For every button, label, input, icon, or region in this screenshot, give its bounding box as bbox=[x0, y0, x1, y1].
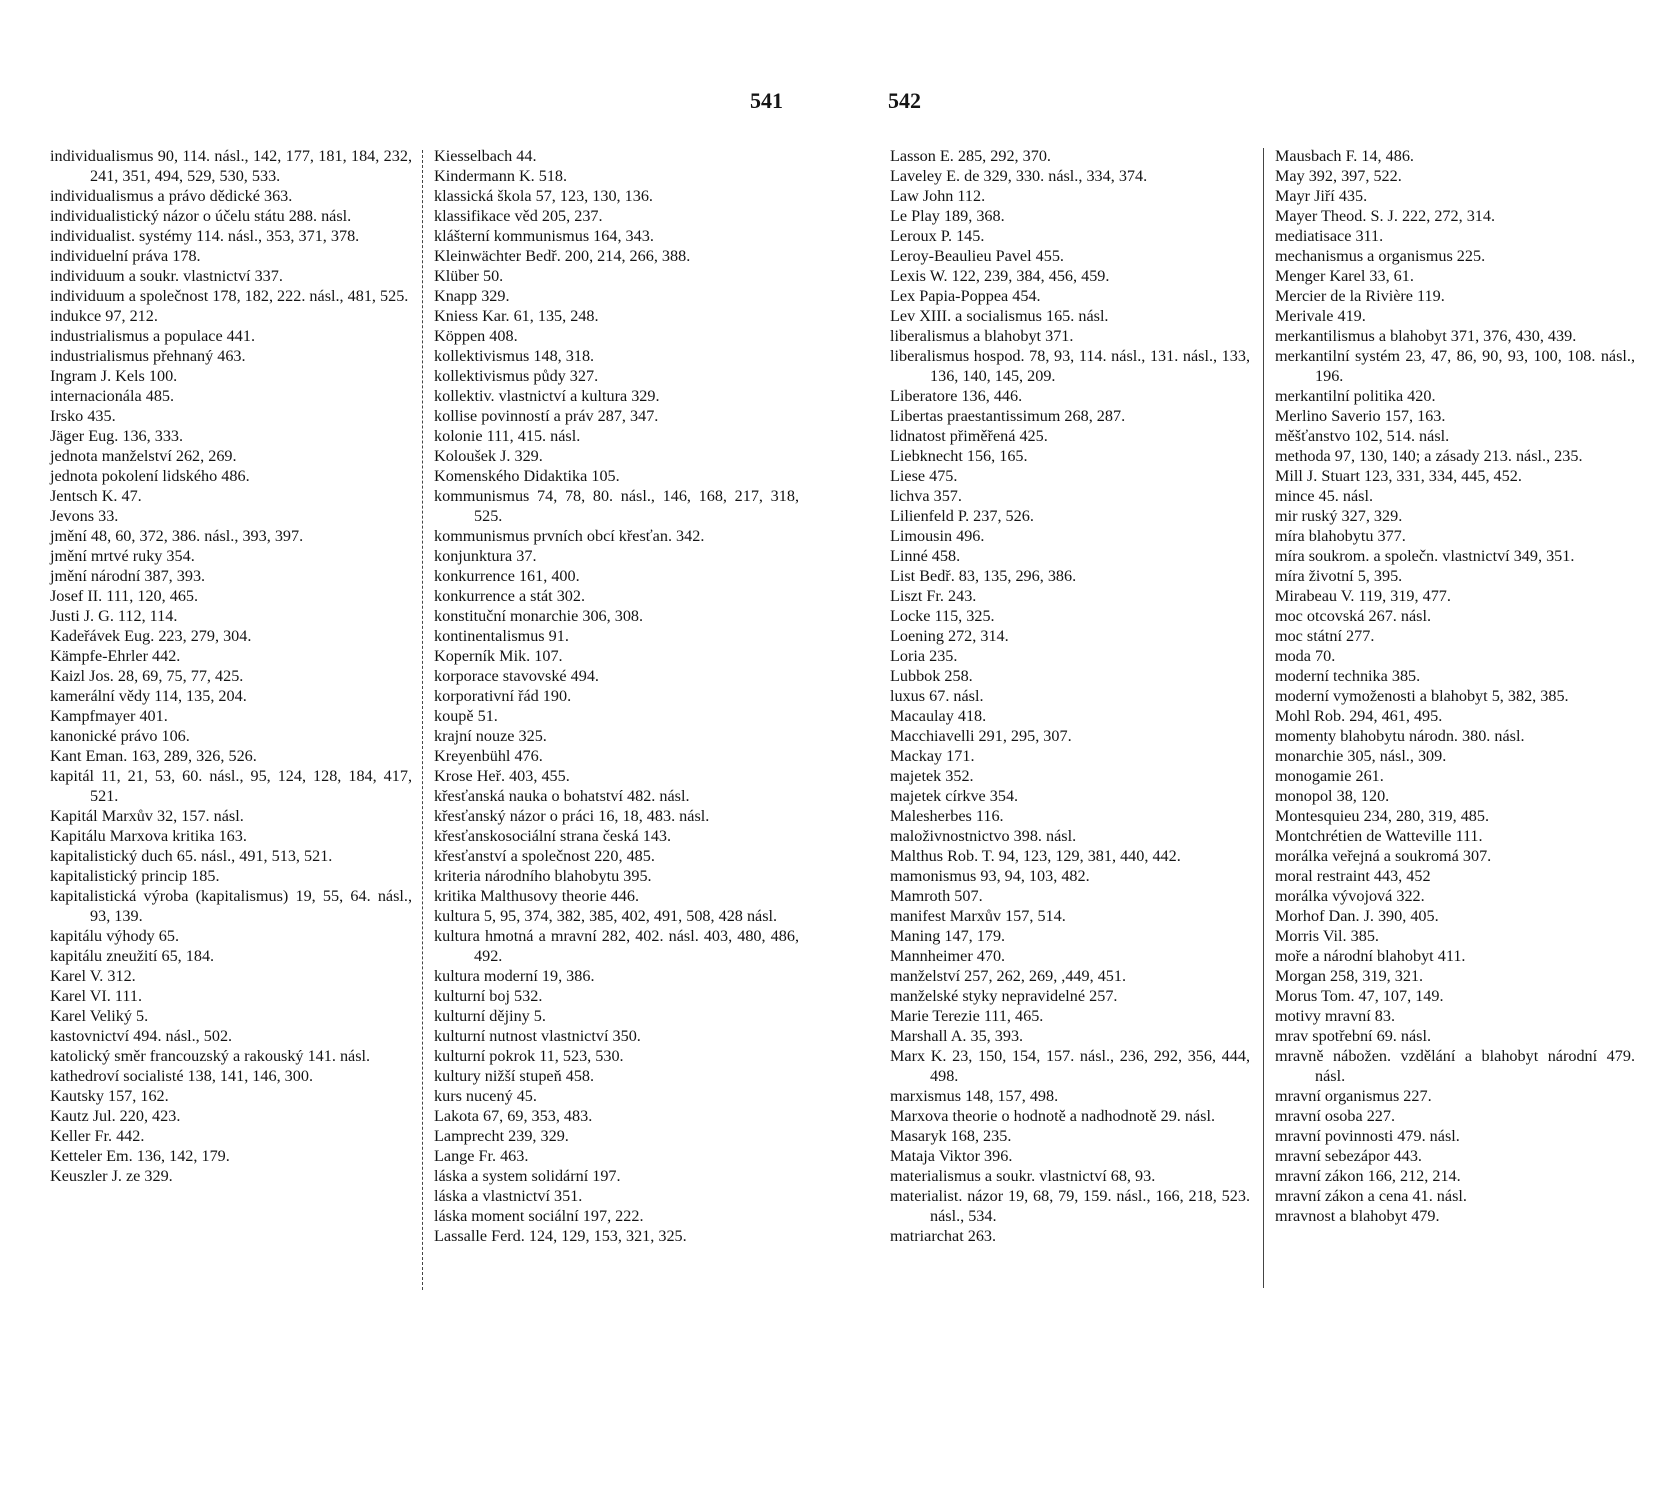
index-entry: moda 70. bbox=[1275, 647, 1336, 665]
index-entry: lidnatost přiměřená 425. bbox=[890, 427, 1048, 445]
index-column-2 bbox=[434, 146, 799, 1246]
index-entry: Mannheimer 470. bbox=[890, 947, 1006, 965]
index-entry: Mayr Jiří 435. bbox=[1275, 187, 1368, 205]
index-entry: koupě 51. bbox=[434, 707, 498, 725]
index-entry: Karel VI. 111. bbox=[50, 987, 143, 1005]
index-entry: Kautsky 157, 162. bbox=[50, 1087, 169, 1105]
column-rule-right bbox=[1263, 148, 1264, 1288]
index-entry: monogamie 261. bbox=[1275, 767, 1384, 785]
index-entry: Kaizl Jos. 28, 69, 75, 77, 425. bbox=[50, 667, 244, 685]
index-entry: May 392, 397, 522. bbox=[1275, 167, 1402, 185]
index-entry: klassifikace věd 205, 237. bbox=[434, 207, 603, 225]
index-entry: kulturní dějiny 5. bbox=[434, 1007, 546, 1025]
index-entry: Leroux P. 145. bbox=[890, 227, 985, 245]
index-entry: kollektivismus půdy 327. bbox=[434, 367, 599, 385]
index-entry: Koloušek J. 329. bbox=[434, 447, 543, 465]
index-entry: Marxova theorie o hodnotě a nadhodnotě 29. násl. bbox=[890, 1107, 1216, 1125]
index-entry: jmění národní 387, 393. bbox=[50, 567, 206, 585]
index-entry: mravní organismus 227. bbox=[1275, 1087, 1432, 1105]
index-entry: Leroy-Beaulieu Pavel 455. bbox=[890, 247, 1064, 265]
index-entry: Law John 112. bbox=[890, 187, 986, 205]
index-entry: Karel V. 312. bbox=[50, 967, 136, 985]
index-entry: Mataja Viktor 396. bbox=[890, 1147, 1013, 1165]
index-entry: Mackay 171. bbox=[890, 747, 975, 765]
index-entry: individuelní práva 178. bbox=[50, 247, 201, 265]
index-entry: moral restraint 443, 452 bbox=[1275, 867, 1431, 885]
index-entry: industrialismus a populace 441. bbox=[50, 327, 256, 345]
index-entry: Marx K. 23, 150, 154, 157. násl., 236, 292, 356, 444, 498. bbox=[890, 1047, 1250, 1085]
index-entry: kollektiv. vlastnictví a kultura 329. bbox=[434, 387, 660, 405]
index-entry: mravnost a blahobyt 479. bbox=[1275, 1207, 1440, 1225]
index-entry: moderní technika 385. bbox=[1275, 667, 1421, 685]
index-entry: jednota manželství 262, 269. bbox=[50, 447, 237, 465]
index-entry: Laveley E. de 329, 330. násl., 334, 374. bbox=[890, 167, 1148, 185]
index-entry: mravní zákon a cena 41. násl. bbox=[1275, 1187, 1467, 1205]
index-entry: Macchiavelli 291, 295, 307. bbox=[890, 727, 1072, 745]
index-entry: Morris Vil. 385. bbox=[1275, 927, 1379, 945]
index-entry: Ketteler Em. 136, 142, 179. bbox=[50, 1147, 230, 1165]
index-entry: Montchrétien de Watteville 111. bbox=[1275, 827, 1483, 845]
index-entry: manželské styky nepravidelné 257. bbox=[890, 987, 1118, 1005]
index-entry: Komenského Didaktika 105. bbox=[434, 467, 620, 485]
index-entry: liberalismus hospod. 78, 93, 114. násl., 131. násl., 133, 136, 140, 145, 209. bbox=[890, 347, 1250, 385]
index-entry: Malthus Rob. T. 94, 123, 129, 381, 440, 442. bbox=[890, 847, 1181, 865]
index-entry: kapitálu výhody 65. bbox=[50, 927, 180, 945]
index-entry: Lilienfeld P. 237, 526. bbox=[890, 507, 1034, 525]
index-entry: Loening 272, 314. bbox=[890, 627, 1009, 645]
index-entry: merkantilní politika 420. bbox=[1275, 387, 1436, 405]
index-entry: Kautz Jul. 220, 423. bbox=[50, 1107, 181, 1125]
index-entry: Jäger Eug. 136, 333. bbox=[50, 427, 184, 445]
column-rule-left bbox=[422, 150, 423, 1290]
index-entry: Justi J. G. 112, 114. bbox=[50, 607, 178, 625]
page-number-right: 542 bbox=[888, 88, 921, 113]
index-entry: kulturní pokrok 11, 523, 530. bbox=[434, 1047, 624, 1065]
index-entry: liberalismus a blahobyt 371. bbox=[890, 327, 1074, 345]
index-entry: morálka veřejná a soukromá 307. bbox=[1275, 847, 1492, 865]
index-entry: Irsko 435. bbox=[50, 407, 116, 425]
index-entry: kastovnictví 494. násl., 502. bbox=[50, 1027, 233, 1045]
index-entry: Kämpfe-Ehrler 442. bbox=[50, 647, 181, 665]
index-entry: Marie Terezie 111, 465. bbox=[890, 1007, 1044, 1025]
index-entry: Kindermann K. 518. bbox=[434, 167, 568, 185]
index-entry: Lakota 67, 69, 353, 483. bbox=[434, 1107, 593, 1125]
index-entry: Maning 147, 179. bbox=[890, 927, 1006, 945]
index-entry: kurs nucený 45. bbox=[434, 1087, 537, 1105]
index-entry: kapitálu zneužití 65, 184. bbox=[50, 947, 215, 965]
page-number-left: 541 bbox=[750, 88, 783, 113]
index-entry: individualismus 90, 114. násl., 142, 177, 181, 184, 232, 241, 351, 494, 529, 530, 533. bbox=[50, 147, 412, 185]
index-entry: mravní zákon 166, 212, 214. bbox=[1275, 1167, 1461, 1185]
index-entry: individualismus a právo dědické 363. bbox=[50, 187, 293, 205]
index-entry: Limousin 496. bbox=[890, 527, 985, 545]
index-entry: Liszt Fr. 243. bbox=[890, 587, 977, 605]
index-entry: individuum a soukr. vlastnictví 337. bbox=[50, 267, 283, 285]
index-entry: míra životní 5, 395. bbox=[1275, 567, 1403, 585]
index-entry: kapitalistický princip 185. bbox=[50, 867, 220, 885]
index-entry: Köppen 408. bbox=[434, 327, 518, 345]
index-column-1 bbox=[50, 146, 412, 1186]
index-entry: motivy mravní 83. bbox=[1275, 1007, 1396, 1025]
index-entry: mince 45. násl. bbox=[1275, 487, 1374, 505]
index-entry: mravní povinnosti 479. násl. bbox=[1275, 1127, 1460, 1145]
index-entry: manželství 257, 262, 269, ,449, 451. bbox=[890, 967, 1127, 985]
index-entry: Kapitálu Marxova kritika 163. bbox=[50, 827, 247, 845]
index-entry: kultura moderní 19, 386. bbox=[434, 967, 595, 985]
index-entry: Lange Fr. 463. bbox=[434, 1147, 529, 1165]
index-entry: korporativní řád 190. bbox=[434, 687, 572, 705]
index-entry: křesťanská nauka o bohatství 482. násl. bbox=[434, 787, 690, 805]
index-entry: matriarchat 263. bbox=[890, 1227, 997, 1245]
index-entry: kultury nižší stupeň 458. bbox=[434, 1067, 595, 1085]
index-entry: Macaulay 418. bbox=[890, 707, 987, 725]
index-entry: mechanismus a organismus 225. bbox=[1275, 247, 1486, 265]
index-entry: merkantilní systém 23, 47, 86, 90, 93, 100, 108. násl., 196. bbox=[1275, 347, 1635, 385]
index-entry: kultura 5, 95, 374, 382, 385, 402, 491, 508, 428 násl. bbox=[434, 907, 778, 925]
index-entry: kamerální vědy 114, 135, 204. bbox=[50, 687, 247, 705]
index-entry: Lassalle Ferd. 124, 129, 153, 321, 325. bbox=[434, 1227, 687, 1245]
index-entry: klassická škola 57, 123, 130, 136. bbox=[434, 187, 653, 205]
index-entry: kanonické právo 106. bbox=[50, 727, 190, 745]
index-entry: Morhof Dan. J. 390, 405. bbox=[1275, 907, 1439, 925]
index-entry: moderní vymoženosti a blahobyt 5, 382, 385. bbox=[1275, 687, 1569, 705]
index-entry: monarchie 305, násl., 309. bbox=[1275, 747, 1447, 765]
index-entry: Ingram J. Kels 100. bbox=[50, 367, 178, 385]
index-entry: majetek církve 354. bbox=[890, 787, 1019, 805]
index-entry: mediatisace 311. bbox=[1275, 227, 1384, 245]
index-entry: Merlino Saverio 157, 163. bbox=[1275, 407, 1446, 425]
index-entry: klášterní kommunismus 164, 343. bbox=[434, 227, 654, 245]
index-entry: krajní nouze 325. bbox=[434, 727, 547, 745]
index-entry: kriteria národního blahobytu 395. bbox=[434, 867, 652, 885]
index-entry: křesťanský názor o práci 16, 18, 483. násl. bbox=[434, 807, 710, 825]
index-entry: Le Play 189, 368. bbox=[890, 207, 1005, 225]
index-entry: Kreyenbühl 476. bbox=[434, 747, 543, 765]
index-entry: kulturní nutnost vlastnictví 350. bbox=[434, 1027, 641, 1045]
index-entry: kommunismus 74, 78, 80. násl., 146, 168, 217, 318, 525. bbox=[434, 487, 799, 525]
index-entry: Malesherbes 116. bbox=[890, 807, 1004, 825]
index-entry: mravně nábožen. vzdělání a blahobyt národní 479. násl. bbox=[1275, 1047, 1635, 1085]
index-entry: Krose Heř. 403, 455. bbox=[434, 767, 570, 785]
index-entry: Klüber 50. bbox=[434, 267, 504, 285]
index-entry: Lexis W. 122, 239, 384, 456, 459. bbox=[890, 267, 1110, 285]
index-entry: Kniess Kar. 61, 135, 248. bbox=[434, 307, 599, 325]
index-entry: Mamroth 507. bbox=[890, 887, 983, 905]
index-entry: Lubbok 258. bbox=[890, 667, 973, 685]
index-entry: konkurrence a stát 302. bbox=[434, 587, 586, 605]
index-entry: morálka vývojová 322. bbox=[1275, 887, 1425, 905]
index-entry: Menger Karel 33, 61. bbox=[1275, 267, 1414, 285]
index-entry: kapitál 11, 21, 53, 60. násl., 95, 124, 128, 184, 417, 521. bbox=[50, 767, 412, 805]
index-entry: moc státní 277. bbox=[1275, 627, 1375, 645]
index-entry: materialismus a soukr. vlastnictví 68, 93. bbox=[890, 1167, 1156, 1185]
index-entry: Libertas praestantissimum 268, 287. bbox=[890, 407, 1126, 425]
index-entry: Mercier de la Rivière 119. bbox=[1275, 287, 1445, 305]
index-entry: manifest Marxův 157, 514. bbox=[890, 907, 1066, 925]
index-column-3 bbox=[890, 146, 1250, 1246]
index-entry: Mayer Theod. S. J. 222, 272, 314. bbox=[1275, 207, 1496, 225]
index-entry: lichva 357. bbox=[890, 487, 962, 505]
index-entry: křesťanství a společnost 220, 485. bbox=[434, 847, 655, 865]
index-entry: kollise povinností a práv 287, 347. bbox=[434, 407, 659, 425]
index-entry: kontinentalismus 91. bbox=[434, 627, 569, 645]
index-entry: mir ruský 327, 329. bbox=[1275, 507, 1403, 525]
index-entry: Masaryk 168, 235. bbox=[890, 1127, 1012, 1145]
index-entry: Linné 458. bbox=[890, 547, 961, 565]
index-entry: Mill J. Stuart 123, 331, 334, 445, 452. bbox=[1275, 467, 1522, 485]
index-entry: Locke 115, 325. bbox=[890, 607, 995, 625]
index-entry: Liberatore 136, 446. bbox=[890, 387, 1023, 405]
index-entry: individuum a společnost 178, 182, 222. násl., 481, 525. bbox=[50, 287, 409, 305]
index-entry: Kapitál Marxův 32, 157. násl. bbox=[50, 807, 244, 825]
index-entry: internacionála 485. bbox=[50, 387, 175, 405]
index-entry: Mohl Rob. 294, 461, 495. bbox=[1275, 707, 1443, 725]
index-entry: kommunismus prvních obcí křesťan. 342. bbox=[434, 527, 705, 545]
index-entry: individualist. systémy 114. násl., 353, 371, 378. bbox=[50, 227, 360, 245]
index-entry: Keuszler J. ze 329. bbox=[50, 1167, 173, 1185]
index-entry: Kant Eman. 163, 289, 326, 526. bbox=[50, 747, 257, 765]
index-entry: konkurrence 161, 400. bbox=[434, 567, 580, 585]
index-entry: momenty blahobytu národn. 380. násl. bbox=[1275, 727, 1525, 745]
index-entry: kathedroví socialisté 138, 141, 146, 300. bbox=[50, 1067, 314, 1085]
index-entry: Kleinwächter Bedř. 200, 214, 266, 388. bbox=[434, 247, 691, 265]
index-entry: Kampfmayer 401. bbox=[50, 707, 168, 725]
index-entry: Loria 235. bbox=[890, 647, 958, 665]
index-entry: Lex Papia-Poppea 454. bbox=[890, 287, 1041, 305]
index-column-4 bbox=[1275, 146, 1635, 1226]
index-entry: mravní osoba 227. bbox=[1275, 1107, 1396, 1125]
index-entry: míra blahobytu 377. bbox=[1275, 527, 1406, 545]
index-entry: kolonie 111, 415. násl. bbox=[434, 427, 581, 445]
index-entry: katolický směr francouzský a rakouský 141. násl. bbox=[50, 1047, 371, 1065]
index-entry: materialist. názor 19, 68, 79, 159. násl., 166, 218, 523. násl., 534. bbox=[890, 1187, 1250, 1225]
index-entry: luxus 67. násl. bbox=[890, 687, 984, 705]
index-entry: konstituční monarchie 306, 308. bbox=[434, 607, 644, 625]
index-entry: Mausbach F. 14, 486. bbox=[1275, 147, 1414, 165]
index-entry: jmění 48, 60, 372, 386. násl., 393, 397. bbox=[50, 527, 304, 545]
index-entry: láska a system solidární 197. bbox=[434, 1167, 621, 1185]
index-entry: Lamprecht 239, 329. bbox=[434, 1127, 569, 1145]
index-entry: Koperník Mik. 107. bbox=[434, 647, 563, 665]
index-entry: Jevons 33. bbox=[50, 507, 119, 525]
index-entry: Liebknecht 156, 165. bbox=[890, 447, 1028, 465]
index-entry: konjunktura 37. bbox=[434, 547, 537, 565]
index-entry: kapitalistický duch 65. násl., 491, 513, 521. bbox=[50, 847, 333, 865]
index-entry: Keller Fr. 442. bbox=[50, 1127, 145, 1145]
index-entry: jmění mrtvé ruky 354. bbox=[50, 547, 195, 565]
index-entry: monopol 38, 120. bbox=[1275, 787, 1390, 805]
index-entry: korporace stavovské 494. bbox=[434, 667, 599, 685]
index-entry: křesťanskosociální strana česká 143. bbox=[434, 827, 672, 845]
index-entry: Merivale 419. bbox=[1275, 307, 1366, 325]
index-entry: mamonismus 93, 94, 103, 482. bbox=[890, 867, 1090, 885]
index-entry: měšťanstvo 102, 514. násl. bbox=[1275, 427, 1450, 445]
index-entry: Kadeřávek Eug. 223, 279, 304. bbox=[50, 627, 252, 645]
index-entry: láska moment sociální 197, 222. bbox=[434, 1207, 644, 1225]
index-entry: industrialismus přehnaný 463. bbox=[50, 347, 246, 365]
index-entry: kritika Malthusovy theorie 446. bbox=[434, 887, 640, 905]
index-entry: kollektivismus 148, 318. bbox=[434, 347, 595, 365]
index-entry: List Bedř. 83, 135, 296, 386. bbox=[890, 567, 1077, 585]
index-entry: methoda 97, 130, 140; a zásady 213. násl., 235. bbox=[1275, 447, 1583, 465]
index-entry: míra soukrom. a společn. vlastnictví 349, 351. bbox=[1275, 547, 1575, 565]
index-entry: indukce 97, 212. bbox=[50, 307, 158, 325]
index-entry: moře a národní blahobyt 411. bbox=[1275, 947, 1466, 965]
index-entry: kapitalistická výroba (kapitalismus) 19, 55, 64. násl., 93, 139. bbox=[50, 887, 412, 925]
index-entry: Mirabeau V. 119, 319, 477. bbox=[1275, 587, 1451, 605]
index-entry: majetek 352. bbox=[890, 767, 974, 785]
index-entry: moc otcovská 267. násl. bbox=[1275, 607, 1432, 625]
index-entry: jednota pokolení lidského 486. bbox=[50, 467, 250, 485]
index-entry: mravní sebezápor 443. bbox=[1275, 1147, 1422, 1165]
index-entry: individualistický názor o účelu státu 288. násl. bbox=[50, 207, 352, 225]
index-entry: Jentsch K. 47. bbox=[50, 487, 142, 505]
index-entry: kultura hmotná a mravní 282, 402. násl. 403, 480, 486, 492. bbox=[434, 927, 799, 965]
index-entry: Josef II. 111, 120, 465. bbox=[50, 587, 199, 605]
index-entry: láska a vlastnictví 351. bbox=[434, 1187, 583, 1205]
index-entry: marxismus 148, 157, 498. bbox=[890, 1087, 1059, 1105]
index-entry: Montesquieu 234, 280, 319, 485. bbox=[1275, 807, 1490, 825]
index-entry: Karel Veliký 5. bbox=[50, 1007, 149, 1025]
index-entry: Lasson E. 285, 292, 370. bbox=[890, 147, 1051, 165]
index-entry: Marshall A. 35, 393. bbox=[890, 1027, 1024, 1045]
index-entry: Kiesselbach 44. bbox=[434, 147, 537, 165]
index-entry: Morgan 258, 319, 321. bbox=[1275, 967, 1424, 985]
index-entry: mrav spotřební 69. násl. bbox=[1275, 1027, 1432, 1045]
index-entry: Morus Tom. 47, 107, 149. bbox=[1275, 987, 1444, 1005]
index-entry: Knapp 329. bbox=[434, 287, 510, 305]
index-entry: Lev XIII. a socialismus 165. násl. bbox=[890, 307, 1109, 325]
index-entry: Liese 475. bbox=[890, 467, 958, 485]
index-entry: kulturní boj 532. bbox=[434, 987, 543, 1005]
index-entry: maloživnostnictvo 398. násl. bbox=[890, 827, 1077, 845]
index-entry: merkantilismus a blahobyt 371, 376, 430, 439. bbox=[1275, 327, 1577, 345]
